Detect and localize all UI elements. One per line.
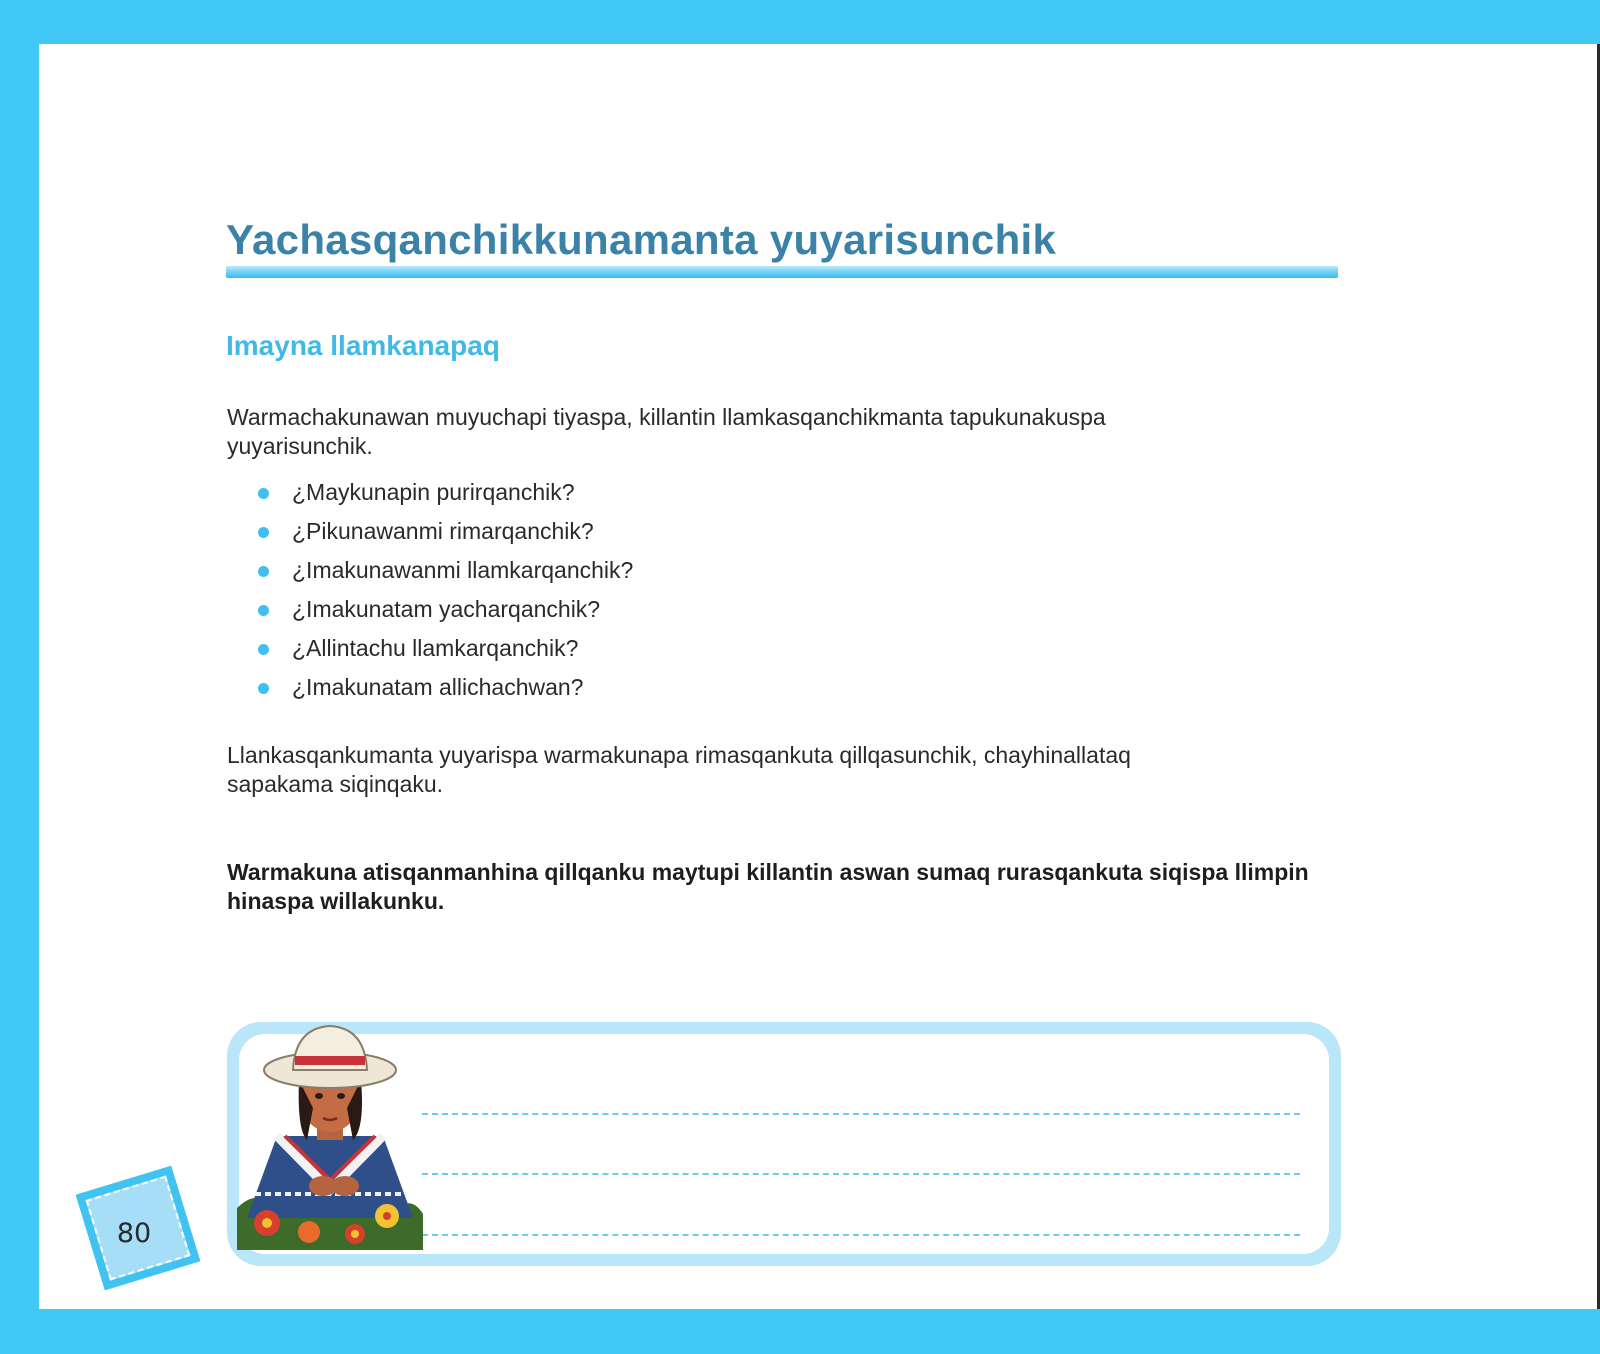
question-text: ¿Imakunatam yacharqanchik? — [292, 596, 601, 622]
instruction-paragraph: Llankasqankumanta yuyarispa warmakunapa rimasqankuta qillqasunchik, chayhinallataq sapakama siqinqaku. — [227, 742, 1131, 797]
question-text: ¿Allintachu llamkarqanchik? — [292, 635, 579, 661]
page-number: 80 — [116, 1218, 152, 1249]
page-title: Yachasqanchikkunamanta yuyarisunchik — [226, 216, 1057, 263]
bullet-icon — [258, 605, 269, 616]
writing-line-1[interactable] — [422, 1113, 1300, 1115]
girl-illustration — [237, 1018, 423, 1250]
list-item — [255, 671, 633, 710]
question-list — [255, 476, 633, 710]
bullet-icon — [258, 644, 269, 655]
writing-line-3[interactable] — [422, 1234, 1300, 1236]
section-heading: Imayna llamkanapaq — [226, 330, 500, 361]
writing-line-2[interactable] — [422, 1173, 1300, 1175]
list-item — [255, 515, 633, 554]
question-text: ¿Imakunatam allichachwan? — [292, 674, 584, 700]
intro-paragraph: Warmachakunawan muyuchapi tiyaspa, killantin llamkasqanchikmanta tapukunakuspa yuyarisunchik. — [227, 404, 1106, 459]
list-item — [255, 554, 633, 593]
teacher-note: Warmakuna atisqanmanhina qillqanku maytupi killantin aswan sumaq rurasqankuta siqispa llimpin hinaspa willakunku. — [227, 859, 1309, 914]
title-underline — [226, 266, 1338, 278]
list-item — [255, 593, 633, 632]
question-text: ¿Maykunapin purirqanchik? — [292, 479, 575, 505]
question-text: ¿Imakunawanmi llamkarqanchik? — [292, 557, 634, 583]
bullet-icon — [258, 566, 269, 577]
bullet-icon — [258, 683, 269, 694]
question-text: ¿Pikunawanmi rimarqanchik? — [292, 518, 594, 544]
bullet-icon — [258, 527, 269, 538]
list-item — [255, 476, 633, 515]
bullet-icon — [258, 488, 269, 499]
list-item — [255, 632, 633, 671]
